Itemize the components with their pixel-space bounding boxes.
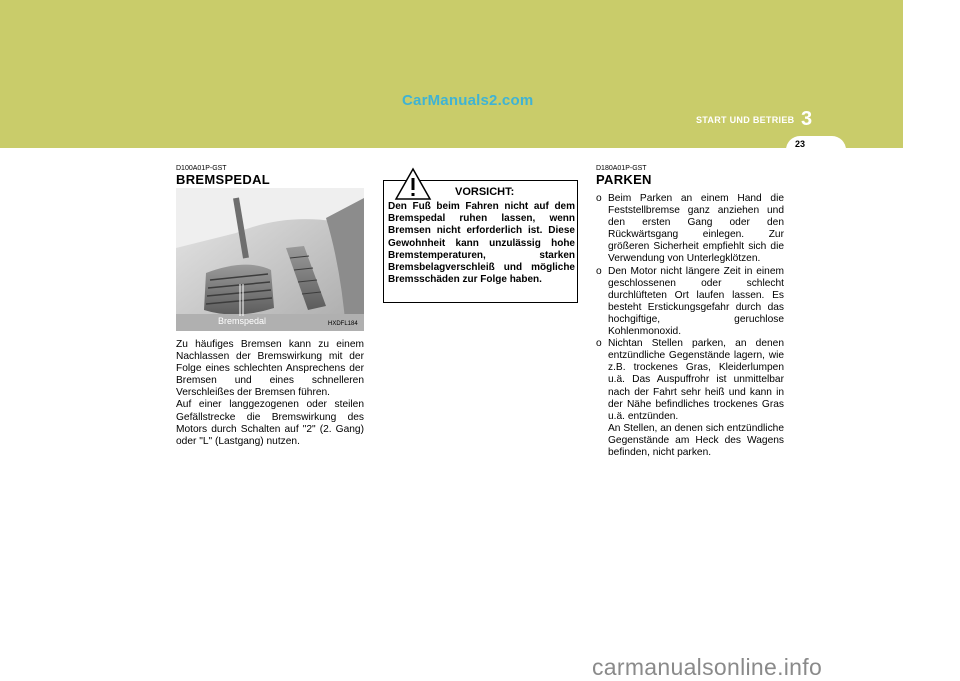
bullet-marker: o: [596, 193, 602, 204]
warning-triangle-icon: [394, 167, 432, 201]
list-item: o Beim Parken an einem Hand die Feststellbremse ganz anziehen und den ersten Gang oder den Rückwärtsgang einlegen. Zur größeren Sicherheit empfiehlt sich die Verwendung von Unterlegklötzen.: [596, 193, 784, 265]
page-number: 23: [795, 139, 806, 149]
chapter-title: START UND BETRIEB: [696, 115, 795, 125]
brake-pedal-photo: [176, 188, 364, 331]
caution-box: [383, 180, 578, 303]
brake-pedal-illustration: [176, 188, 364, 331]
section-title-brake: BREMSPEDAL: [176, 172, 271, 187]
watermark: carmanualsonline.info: [592, 654, 823, 680]
bullet-marker: o: [596, 338, 602, 350]
brake-paragraph-2: Auf einer langgezogenen oder steilen Gefällstrecke die Bremswirkung des Motors durch Schalten auf "2" (2. Gang) oder "L" (Lastgang) nutzen.: [176, 399, 364, 447]
brake-body-text: [176, 339, 364, 448]
brake-paragraph-1: Zu häufiges Bremsen kann zu einem Nachlassen der Bremswirkung mit der Folge eines schlechten Ansprechens der Bremsen und eines schnelleren Verschleißes der Bremsen führen.: [176, 339, 364, 399]
photo-label: Bremspedal: [218, 316, 267, 326]
list-item: o Den Motor nicht längere Zeit in einem geschlossenen oder schlecht durchlüfteten Ort laufen lassen. Es besteht Erstickungsgefahr durch das hochgiftige, geruchlose Kohlenmonoxid.: [596, 265, 784, 338]
section-code-brake: D100A01P-GST: [176, 165, 227, 172]
chapter-header-band: [0, 0, 903, 148]
bullet-marker: o: [596, 265, 602, 277]
section-code-parking: D180A01P-GST: [596, 165, 647, 172]
site-link[interactable]: CarManuals2.com: [402, 92, 534, 109]
parking-list: [596, 193, 784, 459]
chapter-number: 3: [801, 108, 813, 130]
section-title-parking: PARKEN: [596, 172, 652, 187]
list-item-continuation: An Stellen, an denen sich entzündliche Gegenstände am Heck des Wagens befinden, nicht parken.: [608, 422, 784, 458]
photo-code: HXDFL184: [328, 321, 358, 327]
caution-title: VORSICHT:: [455, 186, 515, 198]
caution-text: Den Fuß beim Fahren nicht auf dem Bremspedal ruhen lassen, wenn Bremsen nicht erforderlich ist. Diese Gewohnheit kann unzulässig hohe Bremstemperaturen, starken Bremsbelagverschleiß und mögliche Bremsschäden zur Folge haben.: [388, 201, 575, 286]
list-item: o Nichtan Stellen parken, an denen entzündliche Gegenstände lagern, wie z.B. trockenes Gras, Kleiderlumpen u.ä. Das Auspuffrohr ist unmittelbar nach der Fahrt sehr heiß und kann in der Nähe befindliches trockenes Gras u.ä. entzünden.: [596, 338, 784, 422]
